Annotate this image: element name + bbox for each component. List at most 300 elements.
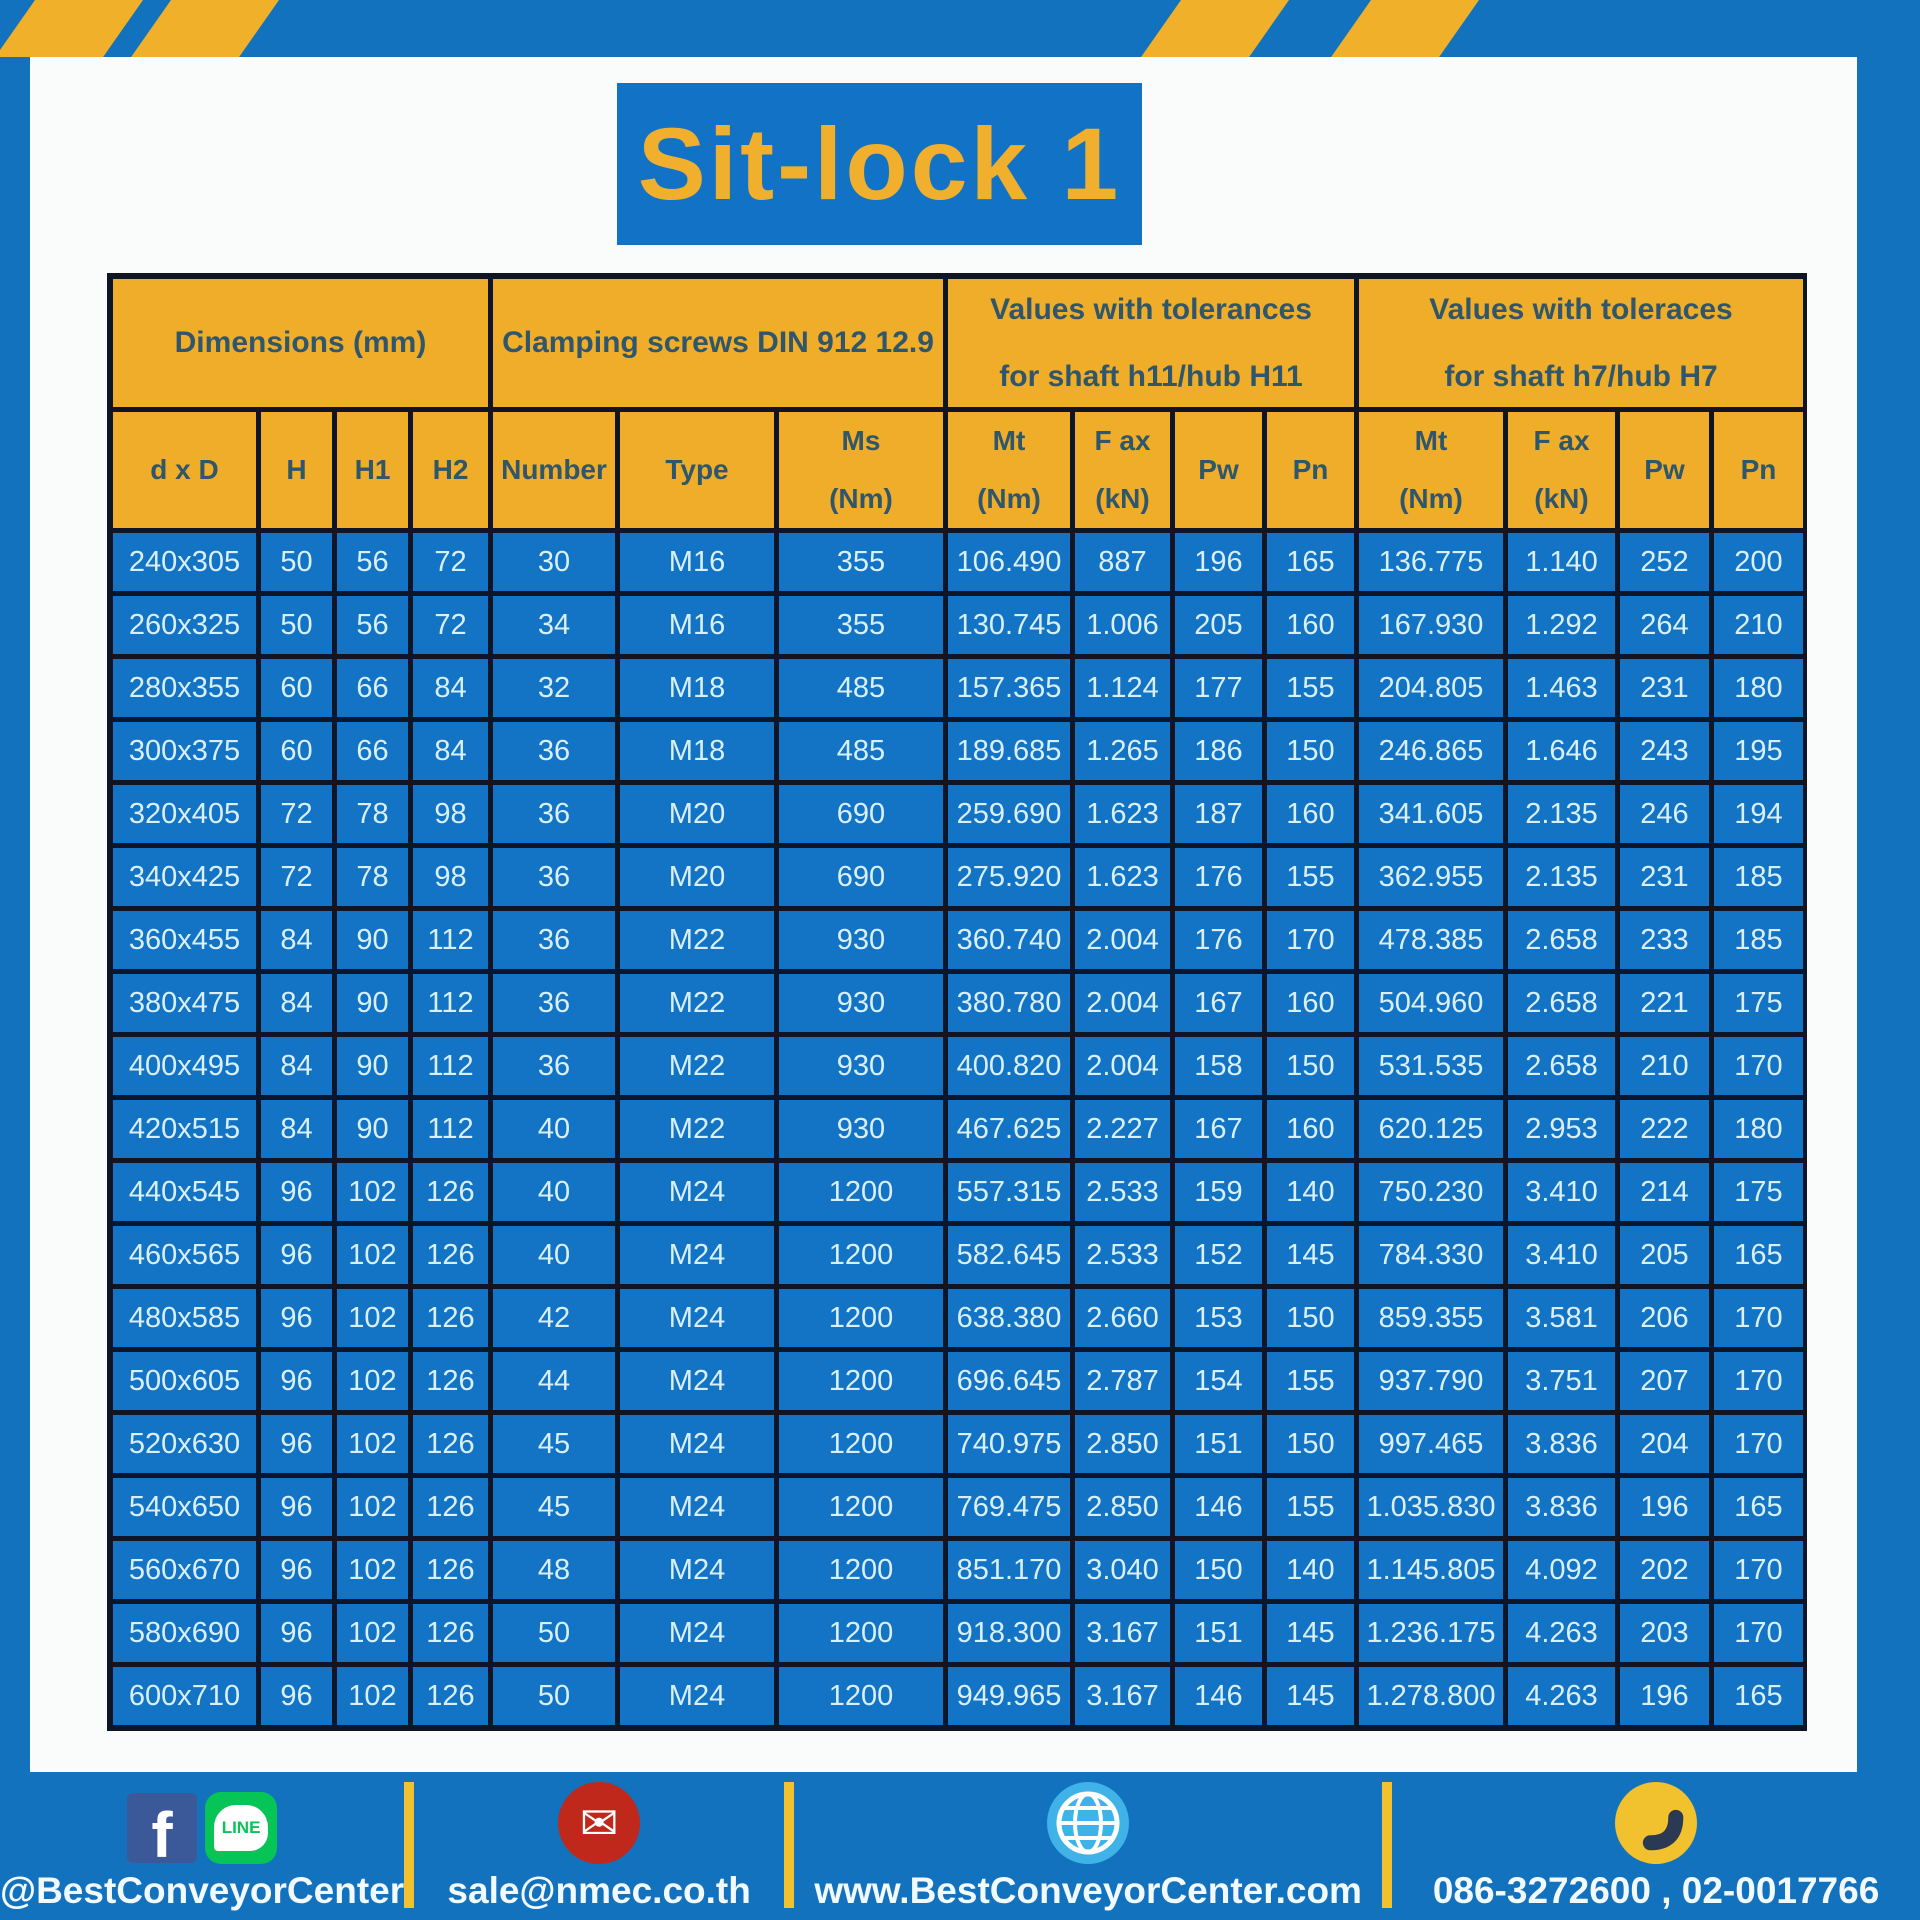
table-cell: 600x710 <box>113 1667 256 1725</box>
table-cell: 146 <box>1175 1667 1262 1725</box>
table-cell: 185 <box>1714 911 1803 969</box>
table-cell: 78 <box>337 785 408 843</box>
table-cell: 1.145.805 <box>1359 1541 1503 1599</box>
table-cell: 380.780 <box>948 974 1070 1032</box>
table-cell: 638.380 <box>948 1289 1070 1347</box>
table-cell: 2.004 <box>1075 974 1170 1032</box>
column-header-label: H2 <box>432 454 469 485</box>
line-icon <box>205 1792 277 1864</box>
table-cell: M24 <box>620 1226 774 1284</box>
table-cell: 540x650 <box>113 1478 256 1536</box>
table-cell: 2.135 <box>1508 848 1615 906</box>
column-header-label: Ms <box>841 425 881 456</box>
table-cell: 769.475 <box>948 1478 1070 1536</box>
table-cell: 155 <box>1267 848 1354 906</box>
group-header-line: for shaft h7/hub H7 <box>1444 360 1718 393</box>
table-cell: 231 <box>1620 848 1709 906</box>
table-cell: 341.605 <box>1359 785 1503 843</box>
table-cell: 300x375 <box>113 722 256 780</box>
table-cell: 2.533 <box>1075 1163 1170 1221</box>
phone-icon <box>1615 1782 1697 1864</box>
page-title: Sit-lock 1 <box>637 106 1122 221</box>
table-cell: 136.775 <box>1359 533 1503 591</box>
table-cell: 78 <box>337 848 408 906</box>
hazard-stripe <box>121 0 288 57</box>
table-cell: 264 <box>1620 596 1709 654</box>
column-header-label: Number <box>501 454 607 485</box>
table-cell: 50 <box>493 1604 615 1662</box>
table-cell: 887 <box>1075 533 1170 591</box>
table-cell: 620.125 <box>1359 1100 1503 1158</box>
table-cell: 203 <box>1620 1604 1709 1662</box>
table-cell: M24 <box>620 1667 774 1725</box>
table-cell: 155 <box>1267 659 1354 717</box>
table-cell: 2.004 <box>1075 1037 1170 1095</box>
table-cell: 187 <box>1175 785 1262 843</box>
table-cell: 185 <box>1714 848 1803 906</box>
table-cell: 72 <box>413 596 488 654</box>
facebook-icon <box>127 1793 197 1863</box>
table-cell: 140 <box>1267 1163 1354 1221</box>
table-column-header <box>261 412 332 528</box>
table-cell: M24 <box>620 1415 774 1473</box>
column-header-label: H1 <box>354 454 391 485</box>
table-cell: 2.850 <box>1075 1478 1170 1536</box>
table-cell: 221 <box>1620 974 1709 1032</box>
table-cell: 243 <box>1620 722 1709 780</box>
table-cell: 2.658 <box>1508 974 1615 1032</box>
table-cell: 90 <box>337 974 408 1032</box>
table-cell: 930 <box>779 911 943 969</box>
table-cell: 112 <box>413 1100 488 1158</box>
table-cell: 60 <box>261 722 332 780</box>
table-cell: 40 <box>493 1226 615 1284</box>
table-cell: 3.410 <box>1508 1163 1615 1221</box>
table-cell: 84 <box>413 722 488 780</box>
table-cell: 170 <box>1714 1604 1803 1662</box>
table-cell: 96 <box>261 1541 332 1599</box>
table-cell: 150 <box>1267 1289 1354 1347</box>
table-cell: 205 <box>1175 596 1262 654</box>
column-header-label: Mt <box>992 425 1026 456</box>
table-cell: 918.300 <box>948 1604 1070 1662</box>
table-cell: M16 <box>620 533 774 591</box>
table-cell: 1.140 <box>1508 533 1615 591</box>
table-cell: 126 <box>413 1289 488 1347</box>
table-cell: 1.623 <box>1075 785 1170 843</box>
table-group-header <box>948 279 1354 407</box>
table-cell: 189.685 <box>948 722 1070 780</box>
table-column-header <box>1267 412 1354 528</box>
hazard-stripe <box>1321 0 1488 57</box>
table-cell: 170 <box>1714 1352 1803 1410</box>
table-cell: 50 <box>493 1667 615 1725</box>
table-cell: 485 <box>779 659 943 717</box>
table-cell: 112 <box>413 1037 488 1095</box>
table-cell: 195 <box>1714 722 1803 780</box>
table-cell: 485 <box>779 722 943 780</box>
table-cell: 30 <box>493 533 615 591</box>
table-cell: 4.263 <box>1508 1667 1615 1725</box>
table-cell: 1.646 <box>1508 722 1615 780</box>
table-cell: 160 <box>1267 1100 1354 1158</box>
table-cell: 3.751 <box>1508 1352 1615 1410</box>
table-cell: 84 <box>261 911 332 969</box>
table-cell: 2.004 <box>1075 911 1170 969</box>
table-cell: M22 <box>620 974 774 1032</box>
table-column-header <box>1508 412 1615 528</box>
table-cell: 1200 <box>779 1289 943 1347</box>
table-cell: M18 <box>620 659 774 717</box>
table-cell: 520x630 <box>113 1415 256 1473</box>
table-cell: 96 <box>261 1226 332 1284</box>
table-cell: 126 <box>413 1163 488 1221</box>
table-cell: 32 <box>493 659 615 717</box>
table-cell: 204 <box>1620 1415 1709 1473</box>
table-cell: 84 <box>413 659 488 717</box>
column-header-label: F ax <box>1533 425 1590 456</box>
table-cell: 194 <box>1714 785 1803 843</box>
envelope-glyph: ✉ <box>579 1797 619 1849</box>
table-cell: 145 <box>1267 1226 1354 1284</box>
table-cell: 260x325 <box>113 596 256 654</box>
table-cell: 96 <box>261 1667 332 1725</box>
table-cell: 320x405 <box>113 785 256 843</box>
group-header-line: Values with toleraces <box>1429 292 1733 326</box>
table-cell: 66 <box>337 722 408 780</box>
table-cell: 167 <box>1175 974 1262 1032</box>
table-cell: 154 <box>1175 1352 1262 1410</box>
table-cell: 159 <box>1175 1163 1262 1221</box>
title-box <box>617 83 1142 245</box>
table-cell: 34 <box>493 596 615 654</box>
group-header-line: Clamping screws DIN 912 12.9 <box>502 326 934 360</box>
line-label: LINE <box>221 1818 261 1837</box>
table-cell: 106.490 <box>948 533 1070 591</box>
table-cell: M20 <box>620 785 774 843</box>
table-cell: 1200 <box>779 1478 943 1536</box>
column-header-label: H <box>286 454 307 485</box>
table-cell: 467.625 <box>948 1100 1070 1158</box>
column-header-unit: (kN) <box>1095 483 1150 514</box>
table-cell: 196 <box>1620 1478 1709 1536</box>
table-cell: 3.167 <box>1075 1667 1170 1725</box>
table-column-header <box>113 412 256 528</box>
table-cell: 1200 <box>779 1604 943 1662</box>
table-cell: 360.740 <box>948 911 1070 969</box>
table-cell: 1.236.175 <box>1359 1604 1503 1662</box>
table-cell: 36 <box>493 722 615 780</box>
table-cell: 98 <box>413 785 488 843</box>
table-cell: 167.930 <box>1359 596 1503 654</box>
table-cell: 36 <box>493 911 615 969</box>
table-cell: 50 <box>261 533 332 591</box>
table-cell: 1.006 <box>1075 596 1170 654</box>
table-cell: 1200 <box>779 1541 943 1599</box>
table-cell: 1200 <box>779 1415 943 1473</box>
table-cell: 3.167 <box>1075 1604 1170 1662</box>
table-cell: 280x355 <box>113 659 256 717</box>
footer-contact-bar <box>0 1772 1920 1920</box>
table-cell: 206 <box>1620 1289 1709 1347</box>
table-cell: 214 <box>1620 1163 1709 1221</box>
table-cell: 233 <box>1620 911 1709 969</box>
table-cell: 84 <box>261 974 332 1032</box>
table-cell: 240x305 <box>113 533 256 591</box>
table-cell: 2.227 <box>1075 1100 1170 1158</box>
table-cell: 2.135 <box>1508 785 1615 843</box>
table-cell: 204.805 <box>1359 659 1503 717</box>
table-cell: 126 <box>413 1415 488 1473</box>
table-cell: 202 <box>1620 1541 1709 1599</box>
table-cell: 165 <box>1714 1478 1803 1536</box>
phone-numbers: 086-3272600 , 02-0017766 <box>1432 1870 1880 1911</box>
table-cell: 180 <box>1714 1100 1803 1158</box>
table-cell: 380x475 <box>113 974 256 1032</box>
table-cell: 440x545 <box>113 1163 256 1221</box>
table-cell: M24 <box>620 1541 774 1599</box>
table-cell: 3.410 <box>1508 1226 1615 1284</box>
table-cell: 90 <box>337 1037 408 1095</box>
table-cell: 112 <box>413 974 488 1032</box>
footer-website-section <box>794 1772 1382 1920</box>
table-cell: 186 <box>1175 722 1262 780</box>
table-cell: 160 <box>1267 596 1354 654</box>
table-cell: 696.645 <box>948 1352 1070 1410</box>
table-cell: M22 <box>620 911 774 969</box>
globe-icon <box>1047 1782 1129 1864</box>
table-cell: 150 <box>1267 1415 1354 1473</box>
table-cell: 112 <box>413 911 488 969</box>
table-cell: 153 <box>1175 1289 1262 1347</box>
table-cell: 165 <box>1714 1226 1803 1284</box>
table-cell: 420x515 <box>113 1100 256 1158</box>
table-cell: 180 <box>1714 659 1803 717</box>
table-cell: 246.865 <box>1359 722 1503 780</box>
table-cell: 72 <box>261 785 332 843</box>
table-cell: 126 <box>413 1604 488 1662</box>
table-cell: 102 <box>337 1352 408 1410</box>
table-column-header <box>1714 412 1803 528</box>
table-cell: 1.265 <box>1075 722 1170 780</box>
table-cell: 56 <box>337 596 408 654</box>
table-column-header <box>1359 412 1503 528</box>
table-cell: 949.965 <box>948 1667 1070 1725</box>
table-cell: 96 <box>261 1604 332 1662</box>
table-cell: 222 <box>1620 1100 1709 1158</box>
table-cell: 175 <box>1714 974 1803 1032</box>
table-cell: 126 <box>413 1352 488 1410</box>
table-cell: 1.463 <box>1508 659 1615 717</box>
column-header-unit: (Nm) <box>829 483 893 514</box>
table-cell: 560x670 <box>113 1541 256 1599</box>
table-cell: 160 <box>1267 785 1354 843</box>
table-cell: 2.658 <box>1508 911 1615 969</box>
email-address: sale@nmec.co.th <box>447 1870 751 1911</box>
table-cell: 102 <box>337 1415 408 1473</box>
table-cell: 478.385 <box>1359 911 1503 969</box>
table-cell: 231 <box>1620 659 1709 717</box>
table-cell: 930 <box>779 1100 943 1158</box>
table-cell: 102 <box>337 1478 408 1536</box>
hazard-banner <box>0 0 1920 57</box>
table-cell: 1.124 <box>1075 659 1170 717</box>
table-cell: 360x455 <box>113 911 256 969</box>
column-header-label: F ax <box>1094 425 1151 456</box>
table-cell: 165 <box>1267 533 1354 591</box>
table-cell: 177 <box>1175 659 1262 717</box>
table-cell: M18 <box>620 722 774 780</box>
spec-table <box>107 273 1807 1731</box>
table-cell: 170 <box>1267 911 1354 969</box>
table-cell: 126 <box>413 1541 488 1599</box>
table-cell: 2.658 <box>1508 1037 1615 1095</box>
table-cell: 90 <box>337 1100 408 1158</box>
table-cell: 460x565 <box>113 1226 256 1284</box>
table-cell: 740.975 <box>948 1415 1070 1473</box>
facebook-letter: f <box>151 1798 173 1863</box>
table-cell: 2.660 <box>1075 1289 1170 1347</box>
table-cell: 582.645 <box>948 1226 1070 1284</box>
table-cell: 1200 <box>779 1667 943 1725</box>
table-cell: 1200 <box>779 1352 943 1410</box>
table-cell: 170 <box>1714 1037 1803 1095</box>
table-cell: 3.040 <box>1075 1541 1170 1599</box>
table-column-header <box>1075 412 1170 528</box>
table-cell: 1200 <box>779 1226 943 1284</box>
table-cell: 531.535 <box>1359 1037 1503 1095</box>
table-cell: 50 <box>261 596 332 654</box>
table-cell: M24 <box>620 1352 774 1410</box>
column-header-unit: (Nm) <box>977 483 1041 514</box>
column-header-label: d x D <box>150 454 219 485</box>
table-column-header <box>493 412 615 528</box>
table-cell: 84 <box>261 1037 332 1095</box>
footer-social-section <box>0 1772 404 1920</box>
table-cell: 500x605 <box>113 1352 256 1410</box>
table-cell: 504.960 <box>1359 974 1503 1032</box>
table-cell: 96 <box>261 1415 332 1473</box>
table-cell: 126 <box>413 1667 488 1725</box>
table-cell: 246 <box>1620 785 1709 843</box>
table-cell: 176 <box>1175 911 1262 969</box>
table-cell: 557.315 <box>948 1163 1070 1221</box>
footer-email-section <box>414 1772 784 1920</box>
table-cell: 207 <box>1620 1352 1709 1410</box>
table-cell: 36 <box>493 848 615 906</box>
group-header-line: Dimensions (mm) <box>174 326 427 360</box>
table-cell: 155 <box>1267 1352 1354 1410</box>
table-cell: 84 <box>261 1100 332 1158</box>
table-cell: 140 <box>1267 1541 1354 1599</box>
table-cell: 3.836 <box>1508 1415 1615 1473</box>
table-cell: 158 <box>1175 1037 1262 1095</box>
table-cell: 36 <box>493 974 615 1032</box>
table-cell: 362.955 <box>1359 848 1503 906</box>
website-url: www.BestConveyorCenter.com <box>814 1870 1362 1911</box>
table-cell: 45 <box>493 1478 615 1536</box>
table-cell: 145 <box>1267 1604 1354 1662</box>
table-cell: M24 <box>620 1478 774 1536</box>
table-cell: 210 <box>1620 1037 1709 1095</box>
table-group-header <box>1359 279 1803 407</box>
table-cell: 4.092 <box>1508 1541 1615 1599</box>
table-cell: 96 <box>261 1352 332 1410</box>
table-cell: 3.581 <box>1508 1289 1615 1347</box>
table-cell: 252 <box>1620 533 1709 591</box>
table-cell: 3.836 <box>1508 1478 1615 1536</box>
table-cell: 1.623 <box>1075 848 1170 906</box>
table-cell: 580x690 <box>113 1604 256 1662</box>
table-cell: 1.292 <box>1508 596 1615 654</box>
table-cell: 355 <box>779 596 943 654</box>
table-cell: 56 <box>337 533 408 591</box>
table-cell: M24 <box>620 1289 774 1347</box>
table-cell: 480x585 <box>113 1289 256 1347</box>
table-cell: 4.263 <box>1508 1604 1615 1662</box>
table-cell: 210 <box>1714 596 1803 654</box>
table-cell: 96 <box>261 1163 332 1221</box>
table-cell: 859.355 <box>1359 1289 1503 1347</box>
table-cell: 205 <box>1620 1226 1709 1284</box>
column-header-label: Pn <box>1292 454 1329 485</box>
table-cell: M16 <box>620 596 774 654</box>
table-cell: 96 <box>261 1478 332 1536</box>
group-header-line: for shaft h11/hub H11 <box>999 360 1303 393</box>
table-cell: 930 <box>779 1037 943 1095</box>
table-cell: 196 <box>1175 533 1262 591</box>
table-cell: 355 <box>779 533 943 591</box>
table-cell: 937.790 <box>1359 1352 1503 1410</box>
table-cell: 165 <box>1714 1667 1803 1725</box>
table-cell: 126 <box>413 1478 488 1536</box>
table-cell: 340x425 <box>113 848 256 906</box>
table-cell: 155 <box>1267 1478 1354 1536</box>
table-cell: 130.745 <box>948 596 1070 654</box>
table-cell: 40 <box>493 1163 615 1221</box>
table-cell: 102 <box>337 1541 408 1599</box>
social-handle: @BestConveyorCenter <box>0 1870 405 1911</box>
table-cell: 36 <box>493 1037 615 1095</box>
table-cell: 1.278.800 <box>1359 1667 1503 1725</box>
table-cell: 167 <box>1175 1100 1262 1158</box>
table-cell: 40 <box>493 1100 615 1158</box>
table-group-header <box>493 279 943 407</box>
table-cell: 259.690 <box>948 785 1070 843</box>
column-header-label: Pw <box>1644 454 1685 485</box>
table-cell: 170 <box>1714 1415 1803 1473</box>
table-cell: 784.330 <box>1359 1226 1503 1284</box>
table-cell: 400x495 <box>113 1037 256 1095</box>
table-cell: 851.170 <box>948 1541 1070 1599</box>
hazard-stripe <box>0 0 151 57</box>
table-cell: 126 <box>413 1226 488 1284</box>
table-column-header <box>413 412 488 528</box>
table-cell: 72 <box>413 533 488 591</box>
table-cell: 150 <box>1267 1037 1354 1095</box>
column-header-unit: (Nm) <box>1399 483 1463 514</box>
table-cell: 690 <box>779 848 943 906</box>
table-cell: 170 <box>1714 1541 1803 1599</box>
table-cell: 145 <box>1267 1667 1354 1725</box>
table-cell: 102 <box>337 1289 408 1347</box>
table-cell: 930 <box>779 974 943 1032</box>
table-cell: 90 <box>337 911 408 969</box>
table-cell: 400.820 <box>948 1037 1070 1095</box>
social-icons <box>127 1792 277 1864</box>
table-cell: 72 <box>261 848 332 906</box>
table-cell: M20 <box>620 848 774 906</box>
